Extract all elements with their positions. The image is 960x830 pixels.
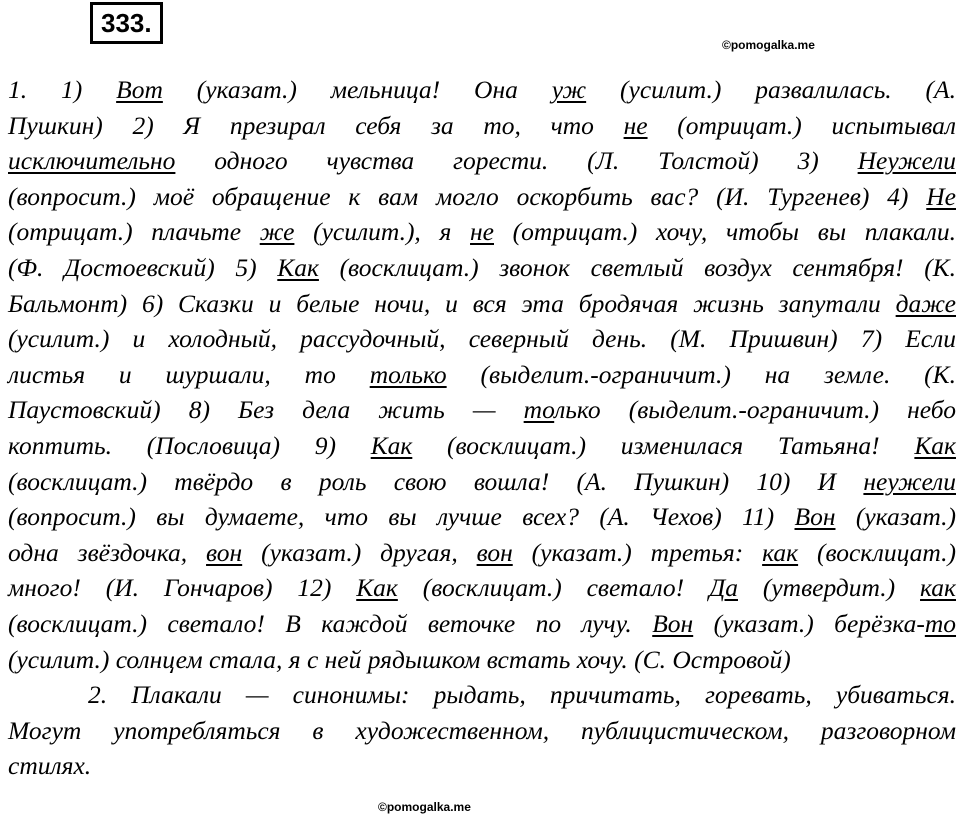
text-segment: (восклицат.) звонок светлый воздух сентября! (К. <box>318 252 956 282</box>
underlined-particle: то <box>924 608 957 638</box>
text-segment: стилях. <box>8 751 92 781</box>
text-line <box>8 72 956 108</box>
text-segment: (утвердит.) <box>737 573 921 603</box>
text-line <box>8 748 956 784</box>
text-segment: (усилит.), я <box>294 217 471 247</box>
text-segment: 2. Плакали — синонимы: рыдать, причитать, горевать, убиваться. <box>88 680 956 710</box>
underlined-particle: только <box>369 359 447 389</box>
text-line <box>8 214 956 250</box>
underlined-particle: уж <box>551 75 587 104</box>
underlined-particle: же <box>259 217 295 247</box>
text-segment: (указат.) берёзка- <box>693 608 925 638</box>
text-line <box>8 606 956 642</box>
text-segment: (восклицат.) <box>798 537 956 567</box>
text-segment: 1. 1) <box>8 75 117 104</box>
text-segment: (отрицат.) хочу, чтобы вы плакали. <box>494 217 956 247</box>
underlined-particle: вон <box>476 537 513 567</box>
text-segment: коптить. (Пословица) 9) <box>8 430 371 460</box>
text-segment: (восклицат.) светало! <box>397 573 709 603</box>
text-line <box>8 713 956 749</box>
exercise-number: 333. <box>90 2 163 44</box>
text-segment: (восклицат.) светало! В каждой веточке по лучу. <box>8 608 653 638</box>
text-segment: лько (выделит.-ограничит.) небо <box>554 395 956 425</box>
underlined-particle: Не <box>926 181 956 211</box>
text-line <box>8 428 956 464</box>
exercise-answer-text <box>8 72 956 784</box>
text-segment: (выделит.-ограничит.) на земле. (К. <box>446 359 956 389</box>
text-line <box>8 321 956 357</box>
text-segment: (отрицат.) испытывал <box>647 110 956 140</box>
watermark-bottom: ©pomogalka.me <box>378 800 471 814</box>
text-segment: Бальмонт) 6) Сказки и белые ночи, и вся эта бродячая жизнь запутали <box>8 288 896 318</box>
underlined-particle: Да <box>709 573 738 603</box>
text-line <box>8 250 956 286</box>
text-segment: Могут употребляться в художественном, публицистическом, разговорном <box>8 715 956 745</box>
underlined-particle: вон <box>206 537 243 567</box>
text-line <box>8 286 956 322</box>
text-segment: (усилит.) солнцем стала, я с ней рядышком встать хочу. (С. Островой) <box>8 644 791 674</box>
underlined-particle: не <box>623 110 648 140</box>
text-segment: (вопросит.) моё обращение к вам могло оскорбить вас? (И. Тургенев) 4) <box>8 181 927 211</box>
underlined-particle: не <box>470 217 494 247</box>
underlined-particle: Неужели <box>857 146 956 176</box>
text-segment: Пушкин) 2) Я презирал себя за то, что <box>8 110 624 140</box>
underlined-particle: Как <box>277 252 319 282</box>
text-line <box>8 535 956 571</box>
text-line <box>8 464 956 500</box>
text-segment: (восклицат.) изменилася Татьяна! <box>412 430 915 460</box>
text-segment: (указат.) третья: <box>512 537 763 567</box>
text-segment: много! (И. Гончаров) 12) <box>8 573 357 603</box>
text-segment: (усилит.) развалилась. (А. <box>586 75 956 104</box>
text-segment: (вопросит.) вы думаете, что вы лучше всех? (А. Чехов) 11) <box>8 502 795 532</box>
underlined-particle: Вон <box>652 608 694 638</box>
text-line <box>8 570 956 606</box>
text-segment: (восклицат.) твёрдо в роль свою вошла! (А. Пушкин) 10) И <box>8 466 864 496</box>
text-segment: (указат.) <box>835 502 956 532</box>
text-segment: (Ф. Достоевский) 5) <box>8 252 278 282</box>
text-line <box>8 143 956 179</box>
underlined-particle: Как <box>356 573 398 603</box>
underlined-particle: неужели <box>863 466 956 496</box>
watermark-top: ©pomogalka.me <box>722 38 815 52</box>
text-segment: листья и шуршали, то <box>8 359 370 389</box>
underlined-particle: Как <box>914 430 956 460</box>
text-line <box>8 179 956 215</box>
underlined-particle: то <box>523 395 555 425</box>
text-segment: (усилит.) и холодный, рассудочный, северный день. (М. Пришвин) 7) Если <box>8 324 956 354</box>
text-segment: одна звёздочка, <box>8 537 207 567</box>
underlined-particle: Как <box>370 430 413 460</box>
underlined-particle: как <box>762 537 799 567</box>
underlined-particle: исключительно <box>8 146 176 176</box>
text-line <box>8 108 956 144</box>
text-segment: (отрицат.) плачьте <box>8 217 260 247</box>
text-line <box>8 499 956 535</box>
text-segment: одного чувства горести. (Л. Толстой) 3) <box>175 146 858 176</box>
text-segment: (указат.) мельница! Она <box>162 75 552 104</box>
underlined-particle: Вот <box>116 75 163 104</box>
text-segment: (указат.) другая, <box>242 537 477 567</box>
text-line <box>8 357 956 393</box>
underlined-particle: даже <box>895 288 956 318</box>
text-segment: Паустовский) 8) Без дела жить — <box>8 395 524 425</box>
underlined-particle: как <box>920 573 956 603</box>
text-line <box>8 392 956 428</box>
text-line <box>8 642 956 678</box>
text-line <box>8 677 956 713</box>
underlined-particle: Вон <box>794 502 836 532</box>
